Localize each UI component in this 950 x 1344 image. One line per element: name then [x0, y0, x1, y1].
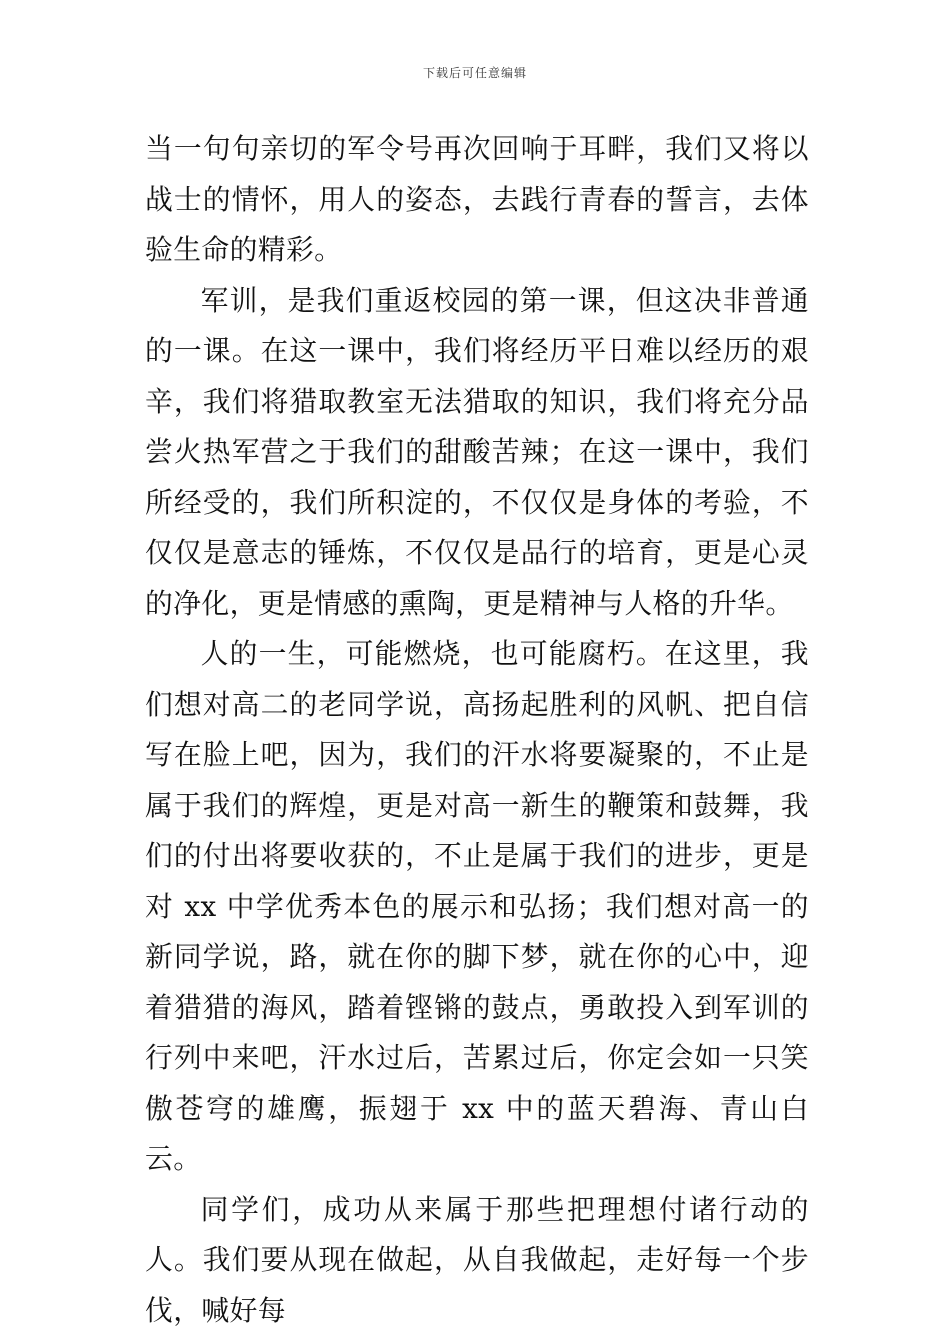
page-header-note: 下载后可任意编辑: [422, 66, 527, 80]
paragraph-3: 人的一生，可能燃烧，也可能腐朽。在这里，我们想对高二的老同学说，高扬起胜利的风帆、把自信写在脸上吧，因为，我们的汗水将要凝聚的，不止是属于我们的辉煌，更是对高一新生的鞭策和鼓舞，我们的付出将要收获的，不止是属于我们的进步，更是对 xx 中学优秀本色的展示和弘扬；我们想对高一的新同学说，路，就在你的脚下梦，就在你的心中，迎着猎猎的海风，踏着铿锵的鼓点，勇敢投入到军训的行列中来吧，汗水过后，苦累过后，你定会如一只笑傲苍穹的雄鹰，振翅于 xx 中的蓝天碧海、青山白云。: [145, 637, 809, 1175]
document-body: [145, 124, 809, 1336]
paragraph-1: 当一句句亲切的军令号再次回响于耳畔，我们又将以战士的情怀，用人的姿态，去践行青春的誓言，去体验生命的精彩。: [145, 132, 809, 266]
paragraph-4: 同学们，成功从来属于那些把理想付诸行动的人。我们要从现在做起，从自我做起，走好每一个步伐，喊好每: [145, 1192, 809, 1327]
paragraph-2: 军训，是我们重返校园的第一课，但这决非普通的一课。在这一课中，我们将经历平日难以经历的艰辛，我们将猎取教室无法猎取的知识，我们将充分品尝火热军营之于我们的甜酸苦辣；在这一课中，我们所经受的，我们所积淀的，不仅仅是身体的考验，不仅仅是意志的锤炼，不仅仅是品行的培育，更是心灵的净化，更是情感的熏陶，更是精神与人格的升华。: [145, 283, 809, 620]
